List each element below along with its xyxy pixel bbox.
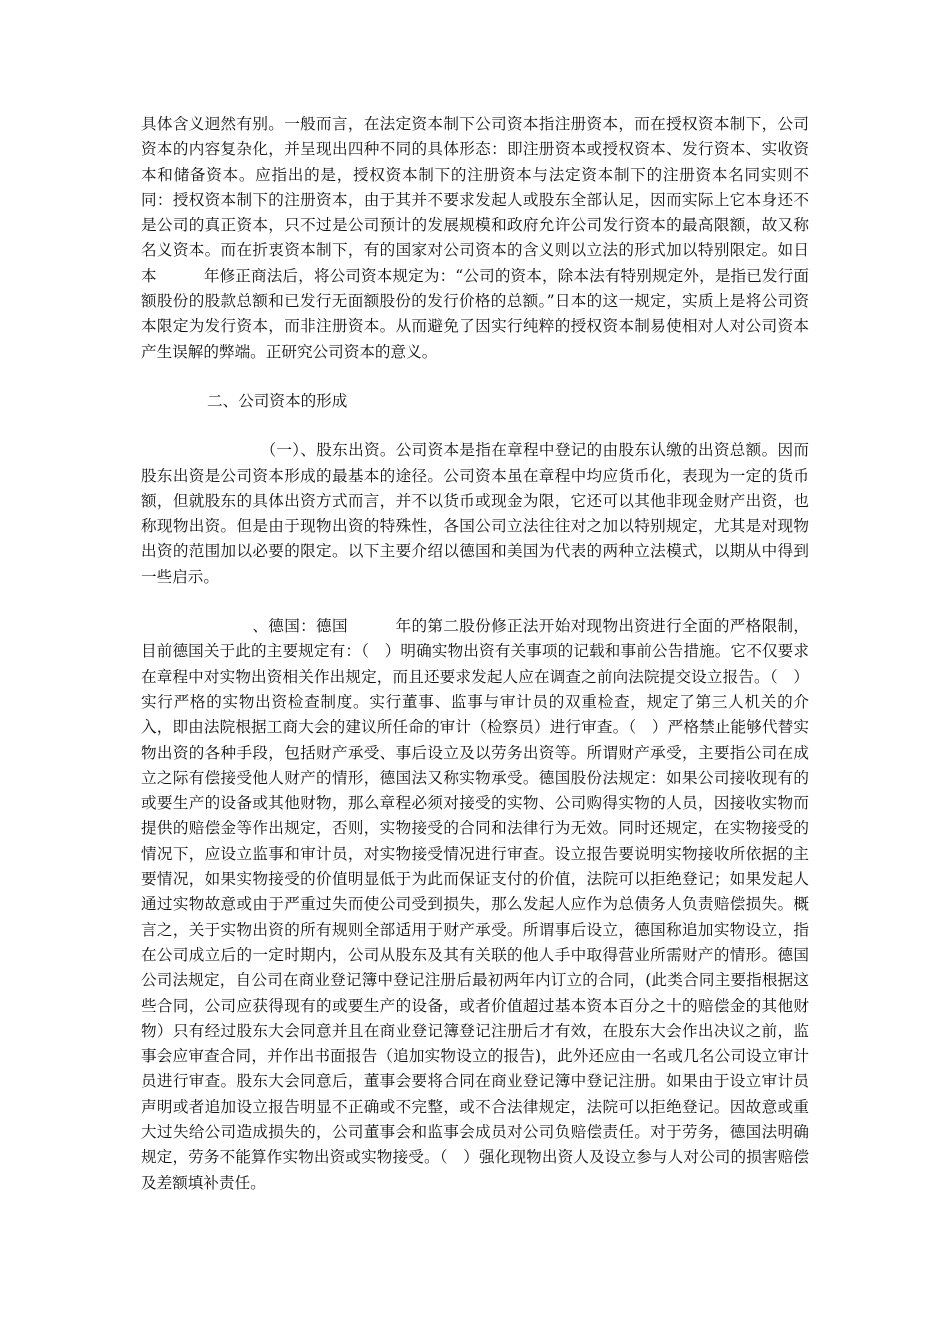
- paragraph-spacer: [141, 414, 809, 438]
- paragraph-spacer: [141, 365, 809, 389]
- document-body: [141, 112, 809, 1196]
- paragraph-spacer: [141, 590, 809, 614]
- paragraph-capital-meaning: 具体含义迥然有别。一般而言，在法定资本制下公司资本指注册资本，而在授权资本制下，公司资本的内容复杂化，并呈现出四种不同的具体形态：即注册资本或授权资本、发行资本、实收资本和储备资本。应指出的是，授权资本制下的注册资本与法定资本制下的注册资本名同实则不同：授权资本制下的注册资本，由于其并不要求发起人或股东全部认足，因而实际上它本身还不是公司的真正资本，只不过是公司预计的发展规模和政府允许公司发行资本的最高限额，故又称名义资本。而在折衷资本制下，有的国家对公司资本的含义则以立法的形式加以特别限定。如日本 年修正商法后，将公司资本规定为：“公司的资本，除本法有特别规定外，是指已发行面额股份的股款总额和已发行无面额股份的发行价格的总额。”日本的这一规定，实质上是将公司资本限定为发行资本，而非注册资本。从而避免了因实行纯粹的授权资本制易使相对人对公司资本产生误解的弊端。正研究公司资本的意义。: [141, 115, 809, 361]
- section-heading: 二、公司资本的形成: [207, 391, 348, 410]
- paragraph-germany: 、德国：德国 年的第二股份修正法开始对现物出资进行全面的严格限制，目前德国关于此的主要规定有：（ ）明确实物出资有关事项的记载和事前公告措施。它不仅要求在章程中对实物出资相关作出规定，而且还要求发起人应在调查之前向法院提交设立报告。（ ）实行严格的实物出资检查制度。实行董事、监事与审计员的双重检查，规定了第三人机关的介入，即由法院根据工商大会的建议所任命的审计（检察员）进行审查。（ ）严格禁止能够代替实物出资的各种手段，包括财产承受、事后设立及以劳务出资等。所谓财产承受，主要指公司在成立之际有偿接受他人财产的情形，德国法又称实物承受。德国股份法规定：如果公司接收现有的或要生产的设备或其他财物，那么章程必须对接受的实物、公司购得实物的人员，因接收实物而提供的赔偿金等作出规定，否则，实物接受的合同和法律行为无效。同时还规定，在实物接受的情况下，应设立监事和审计员，对实物接受情况进行审查。设立报告要说明实物接收所依据的主要情况，如果实物接受的价值明显低于为此而保证支付的价值，法院可以拒绝登记；如果发起人通过实物故意或由于严重过失而使公司受到损失，那么发起人应作为总债务人负责赔偿损失。概言之，关于实物出资的所有规则全部适用于财产承受。所谓事后设立，德国称追加实物设立，指在公司成立后的一定时期内，公司从股东及其有关联的他人手中取得营业所需财产的情形。德国公司法规定，自公司在商业登记簿中登记注册后最初两年内订立的合同，(此类合同主要指根据这些合同，公司应获得现有的或要生产的设备，或者价值超过基本资本百分之十的赔偿金的其他财物）只有经过股东大会同意并且在商业登记簿登记注册后才有效，在股东大会作出决议之前，监事会应审查合同，并作出书面报告（追加实物设立的报告)，此外还应由一名或几名公司设立审计员进行审查。股东大会同意后，董事会要将合同在商业登记簿中登记注册。如果由于设立审计员声明或者追加设立报告明显不正确或不完整，或不合法律规定，法院可以拒绝登记。因故意或重大过失给公司造成损失的，公司董事会和监事会成员对公司负赔偿责任。对于劳务，德国法明确规定，劳务不能算作实物出资或实物接受。（ ）强化现物出资人及设立参与人对公司的损害赔偿及差额填补责任。: [141, 617, 809, 1192]
- paragraph-shareholder-contribution: （一）、股东出资。公司资本是指在章程中登记的由股东认缴的出资总额。因而股东出资是公司资本形成的最基本的途径。公司资本虽在章程中均应货币化，表现为一定的货币额，但就股东的具体出资方式而言，并不以货币或现金为限，它还可以其他非现金财产出资，也称现物出资。但是由于现物出资的特殊性，各国公司立法往往对之加以特别规定，尤其是对现物出资的范围加以必要的限定。以下主要介绍以德国和美国为代表的两种立法模式，以期从中得到一些启示。: [141, 441, 809, 586]
